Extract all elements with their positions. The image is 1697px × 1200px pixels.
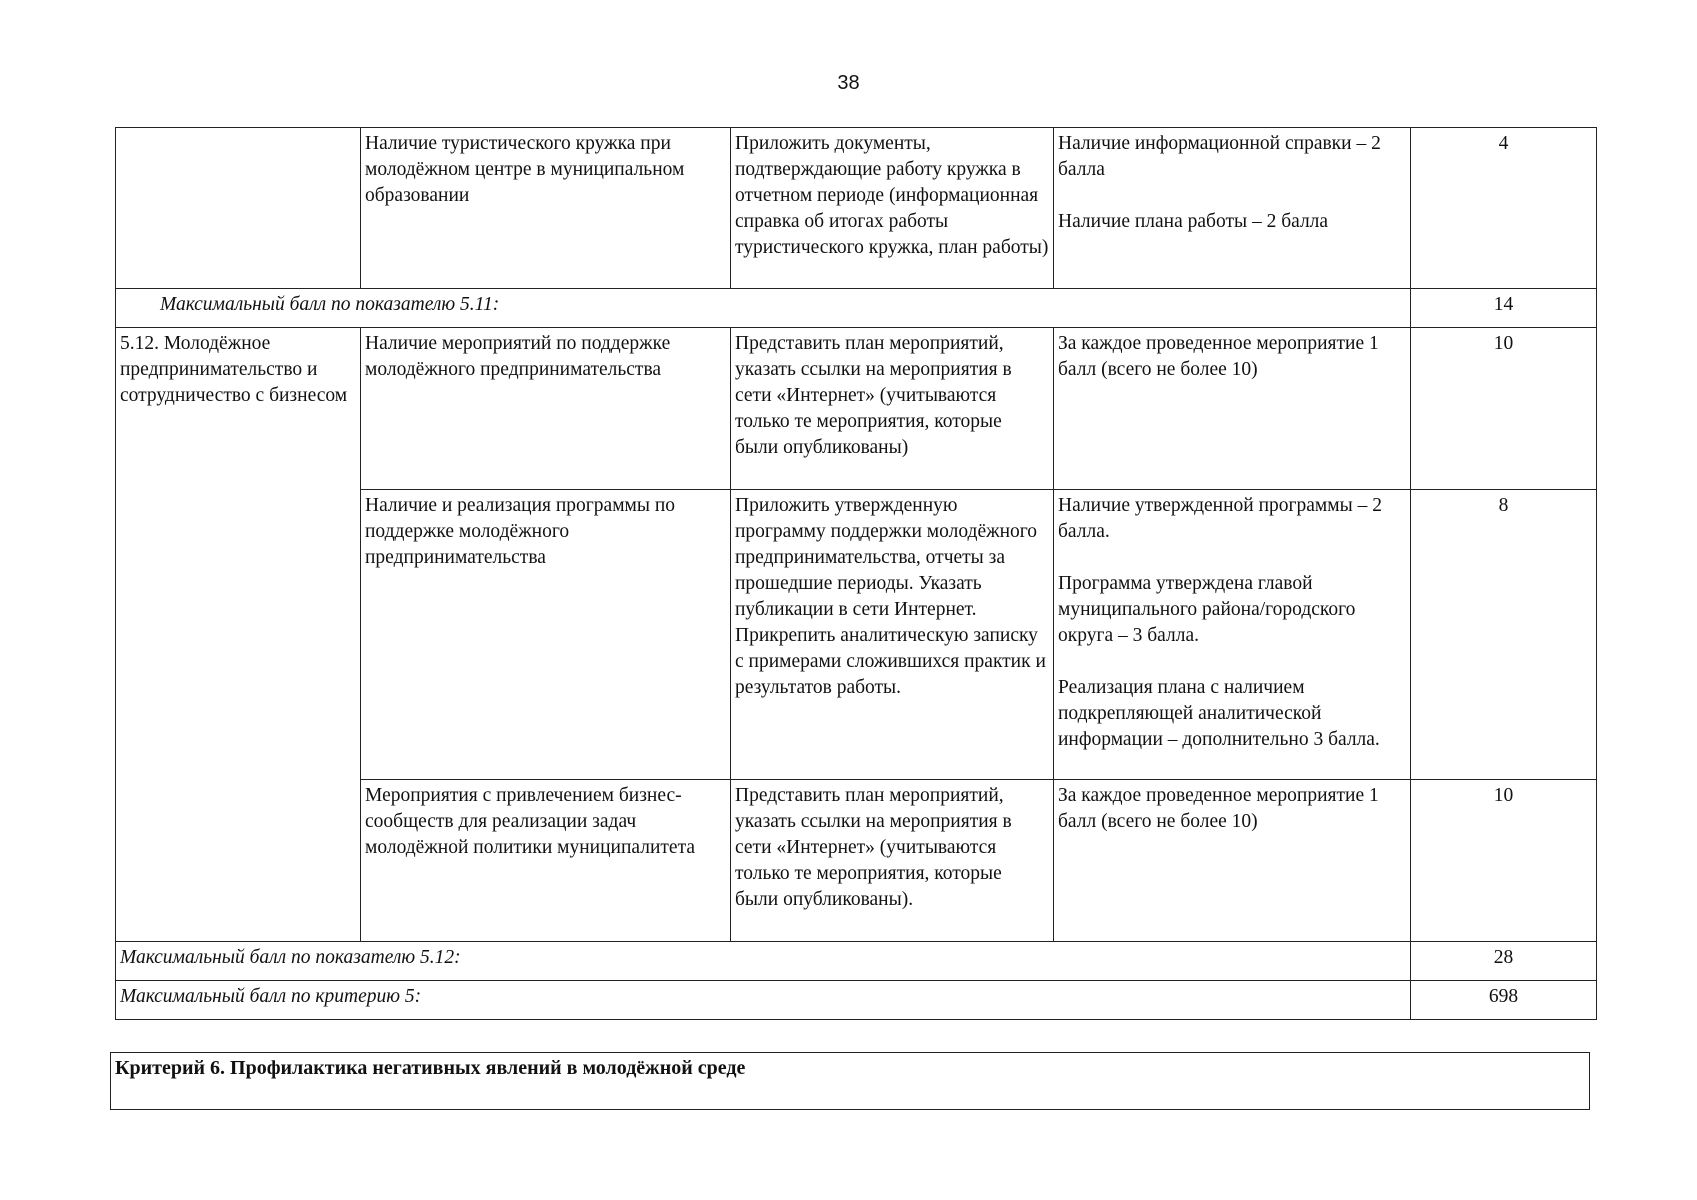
page-number: 38: [837, 72, 860, 94]
total-row: [116, 942, 1597, 981]
max-score-cell: 8: [1411, 490, 1597, 780]
total-value: 698: [1411, 981, 1597, 1020]
indicator-cell: [116, 128, 361, 289]
total-label: Максимальный балл по показателю 5.11:: [116, 289, 1411, 328]
scoring-cell: За каждое проведенное мероприятие 1 балл (всего не более 10): [1054, 780, 1411, 942]
total-label: Максимальный балл по критерию 5:: [116, 981, 1411, 1020]
scoring-cell: Наличие информационной справки – 2 балла Наличие плана работы – 2 балла: [1054, 128, 1411, 289]
criterion-cell: Наличие туристического кружка при молодёжном центре в муниципальном образовании: [361, 128, 731, 289]
total-row: [116, 981, 1597, 1020]
max-score-cell: 10: [1411, 328, 1597, 490]
total-label: Максимальный балл по показателю 5.12:: [116, 942, 1411, 981]
criteria-table: [115, 127, 1597, 1020]
table-row: [116, 128, 1597, 289]
max-score-cell: 4: [1411, 128, 1597, 289]
documents-cell: Приложить документы, подтверждающие работу кружка в отчетном периоде (информационная справка об итогах работы туристического кружка, план работы): [731, 128, 1054, 289]
scoring-cell: Наличие утвержденной программы – 2 балла. Программа утверждена главой муниципального района/городского округа – 3 балла. Реализация плана с наличием подкрепляющей аналитической информации – дополнительно 3 балла.: [1054, 490, 1411, 780]
criterion-cell: Мероприятия с привлечением бизнес-сообществ для реализации задач молодёжной политики муниципалитета: [361, 780, 731, 942]
criterion-cell: Наличие мероприятий по поддержке молодёжного предпринимательства: [361, 328, 731, 490]
max-score-cell: 10: [1411, 780, 1597, 942]
total-value: 28: [1411, 942, 1597, 981]
criterion-cell: Наличие и реализация программы по поддержке молодёжного предпринимательства: [361, 490, 731, 780]
indicator-cell: 5.12. Молодёжное предпринимательство и сотрудничество с бизнесом: [116, 328, 361, 942]
scoring-cell: За каждое проведенное мероприятие 1 балл (всего не более 10): [1054, 328, 1411, 490]
table-row: [116, 328, 1597, 490]
total-row: [116, 289, 1597, 328]
total-value: 14: [1411, 289, 1597, 328]
documents-cell: Приложить утвержденную программу поддержки молодёжного предпринимательства, отчеты за прошедшие периоды. Указать публикации в сети Интернет. Прикрепить аналитическую записку с примерами сложившихся практик и результатов работы.: [731, 490, 1054, 780]
documents-cell: Представить план мероприятий, указать ссылки на мероприятия в сети «Интернет» (учитываются только те мероприятия, которые были опубликованы).: [731, 780, 1054, 942]
criterion-6-heading: Критерий 6. Профилактика негативных явлений в молодёжной среде: [110, 1052, 1590, 1110]
documents-cell: Представить план мероприятий, указать ссылки на мероприятия в сети «Интернет» (учитываются только те мероприятия, которые были опубликованы): [731, 328, 1054, 490]
